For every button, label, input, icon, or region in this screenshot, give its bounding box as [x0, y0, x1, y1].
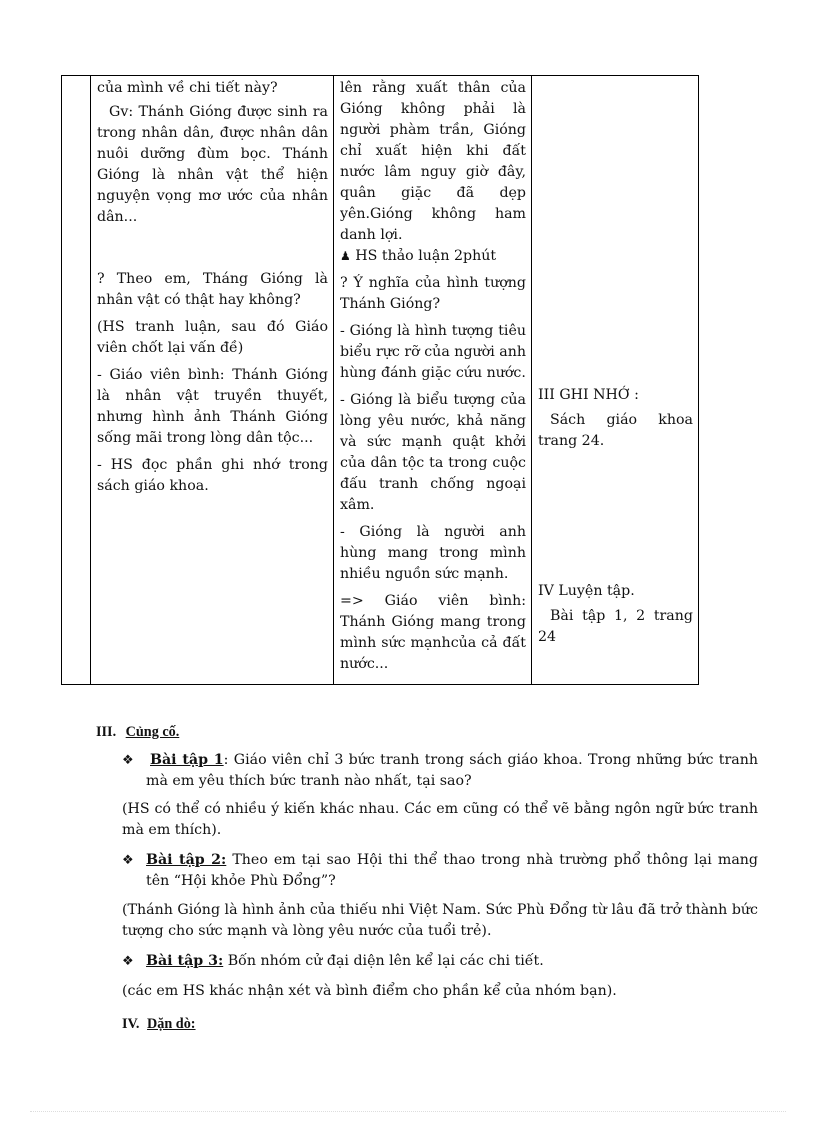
- exercise-2-note: (Thánh Gióng là hình ảnh của thiếu nhi Việt Nam. Sức Phù Đổng từ lâu đã trở thành bức tượng cho sức mạnh và lòng yêu nước của tuổi trẻ).: [122, 902, 758, 939]
- exercise-3-note: (các em HS khác nhận xét và bình điểm cho phần kể của nhóm bạn).: [122, 983, 617, 999]
- luyen-tap-heading: IV Luyện tập.: [538, 583, 635, 599]
- ghi-nho-heading: III GHI NHỚ :: [538, 387, 639, 403]
- teacher-note-debate: (HS tranh luận, sau đó Giáo viên chốt lại vấn đề): [97, 319, 328, 356]
- diamond-bullet-icon: ❖: [122, 954, 134, 969]
- section-title: Dặn dò:: [147, 1016, 196, 1032]
- student-activity-column: [334, 76, 532, 685]
- student-answer-symbol: - Gióng là biểu tượng của lòng yêu nước, khả năng và sức mạnh quật khởi của dân tộc ta trong cuộc đấu tranh chống ngoại xâm.: [340, 392, 526, 513]
- stt-column: [62, 76, 91, 685]
- teacher-comment-1: Gv: Thánh Gióng được sinh ra trong nhân dân, được nhân dân nuôi dưỡng đùm bọc. Thánh Gióng là nhân vật thể hiện nguyện vọng mơ ước của nhân dân...: [97, 104, 328, 225]
- page-bottom-divider: [30, 1111, 786, 1112]
- student-question-meaning: ? Ý nghĩa của hình tượng Thánh Gióng?: [340, 275, 526, 312]
- student-teacher-summary: => Giáo viên bình: Thánh Gióng mang trong mình sức mạnhcủa cả đất nước...: [340, 593, 526, 672]
- lesson-table: [61, 75, 699, 685]
- section-cung-co-heading: [96, 722, 179, 743]
- student-group-discussion: [340, 246, 526, 267]
- exercise-label: Bài tập 3:: [146, 953, 224, 969]
- table-row: [62, 76, 699, 685]
- exercise-text: Bốn nhóm cử đại diện lên kể lại các chi tiết.: [223, 953, 544, 969]
- exercise-3: [122, 951, 758, 972]
- exercise-1-note: (HS có thể có nhiều ý kiến khác nhau. Các em cũng có thể vẽ bằng ngôn ngữ bức tranh mà em thích).: [122, 801, 758, 838]
- section-numeral: IV.: [122, 1016, 140, 1032]
- exercise-label: Bài tập 1: [150, 752, 224, 768]
- exercise-2: [122, 850, 758, 892]
- teacher-instruction-read: - HS đọc phần ghi nhớ trong sách giáo khoa.: [97, 457, 328, 494]
- exercise-label: Bài tập 2:: [146, 852, 227, 868]
- ghi-nho-text: Sách giáo khoa trang 24.: [538, 412, 693, 449]
- teacher-question-2: ? Theo em, Tháng Gióng là nhân vật có thật hay không?: [97, 271, 328, 308]
- section-dan-do-heading: [122, 1014, 196, 1035]
- diamond-bullet-icon: ❖: [122, 753, 134, 768]
- luyen-tap-text: Bài tập 1, 2 trang 24: [538, 608, 693, 645]
- teacher-comment-2: - Giáo viên bình: Thánh Gióng là nhân vật truyền thuyết, nhưng hình ảnh Thánh Gióng sống mãi trong lòng dân tộc...: [97, 367, 328, 446]
- exercise-text: Theo em tại sao Hội thi thể thao trong nhà trường phổ thông lại mang tên “Hội khỏe Phù Đổng”?: [146, 852, 758, 889]
- section-numeral: III.: [96, 724, 117, 740]
- student-answer-hero: - Gióng là hình tượng tiêu biểu rực rỡ của người anh hùng đánh giặc cứu nước.: [340, 323, 526, 381]
- teacher-question-1: của mình về chi tiết này?: [97, 80, 278, 96]
- exercise-1: [122, 750, 758, 792]
- diamond-bullet-icon: ❖: [122, 853, 134, 868]
- teacher-activity-column: [91, 76, 334, 685]
- group-discussion-label: HS thảo luận 2phút: [355, 248, 497, 264]
- exercise-text: : Giáo viên chỉ 3 bức tranh trong sách giáo khoa. Trong những bức tranh mà em yêu thích bức tranh nào nhất, tại sao?: [146, 752, 758, 789]
- student-answer-1: lên rằng xuất thân của Gióng không phải là người phàm trần, Gióng chỉ xuất hiện khi đất nước lâm nguy giờ đây, quân giặc đã dẹp yên.Gióng không ham danh lợi.: [340, 80, 526, 243]
- notes-column: [532, 76, 699, 685]
- section-title: Củng cố.: [125, 724, 180, 740]
- group-icon: ♟: [340, 249, 351, 263]
- student-answer-strength: - Gióng là người anh hùng mang trong mình nhiều nguồn sức mạnh.: [340, 524, 526, 582]
